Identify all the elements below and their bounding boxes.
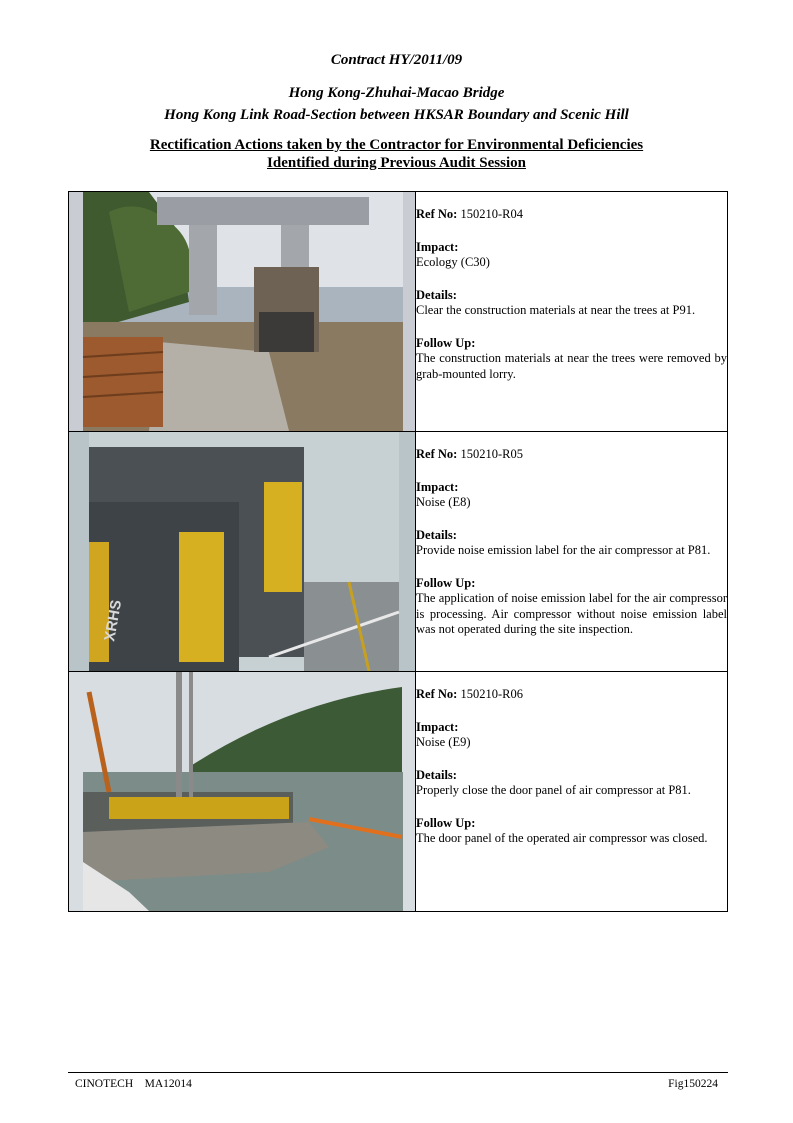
follow-up-value: The construction materials at near the trees were removed by grab-mounted lorry. [416, 351, 727, 381]
follow-up-block [416, 816, 727, 847]
impact-value: Noise (E9) [416, 735, 471, 749]
details-value: Clear the construction materials at near the trees at P91. [416, 303, 696, 317]
follow-up-value: The application of noise emission label for the air compressor is processing. Air compressor without noise emission label was not operated during the site inspection. [416, 591, 727, 636]
project-title-line1: Hong Kong-Zhuhai-Macao Bridge [288, 85, 505, 101]
ref-value: 150210-R06 [460, 687, 523, 701]
project-title-line2: Hong Kong Link Road-Section between HKSAR Boundary and Scenic Hill [164, 107, 629, 123]
table-row [69, 432, 728, 672]
table-row [69, 192, 728, 432]
site-photo-compressor [69, 432, 416, 672]
impact-block [416, 480, 727, 511]
photo-air-compressor [69, 432, 415, 671]
impact-label: Impact: [416, 479, 459, 494]
impact-block [416, 720, 727, 751]
footer-company-ref: CINOTECH MA12014 [75, 1078, 192, 1090]
site-photo-barge [69, 672, 416, 912]
page-title-line2: Identified during Previous Audit Session [267, 155, 526, 171]
record-details [416, 432, 728, 672]
ref-value: 150210-R05 [460, 447, 523, 461]
ref-block [416, 447, 727, 463]
details-value: Provide noise emission label for the air compressor at P81. [416, 543, 711, 557]
follow-up-block [416, 336, 727, 383]
impact-value: Noise (E8) [416, 495, 471, 509]
follow-up-label: Follow Up: [416, 335, 476, 350]
compressor-mark-text: XRHS [101, 598, 126, 643]
table-row [69, 672, 728, 912]
details-label: Details: [416, 527, 457, 542]
details-label: Details: [416, 287, 457, 302]
footer-divider [68, 1072, 728, 1073]
ref-label: Ref No: [416, 447, 458, 461]
impact-label: Impact: [416, 239, 459, 254]
ref-label: Ref No: [416, 687, 458, 701]
follow-up-label: Follow Up: [416, 575, 476, 590]
details-block [416, 288, 727, 319]
details-value: Properly close the door panel of air compressor at P81. [416, 783, 691, 797]
impact-block [416, 240, 727, 271]
contract-number: Contract HY/2011/09 [330, 52, 463, 68]
page-title-line1: Rectification Actions taken by the Contractor for Environmental Deficiencies [149, 137, 644, 153]
site-photo-pier [69, 192, 416, 432]
impact-value: Ecology (C30) [416, 255, 490, 269]
impact-label: Impact: [416, 719, 459, 734]
ref-block [416, 687, 727, 703]
photo-bridge-pier-lorry [69, 192, 415, 431]
rectification-table [68, 191, 728, 912]
record-details [416, 192, 728, 432]
follow-up-label: Follow Up: [416, 815, 476, 830]
ref-label: Ref No: [416, 207, 458, 221]
footer-figure-number: Fig150224 [668, 1078, 718, 1090]
photo-barge-compressors [69, 672, 415, 911]
ref-value: 150210-R04 [460, 207, 523, 221]
details-label: Details: [416, 767, 457, 782]
follow-up-block [416, 576, 727, 638]
details-block [416, 768, 727, 799]
record-details [416, 672, 728, 912]
details-block [416, 528, 727, 559]
ref-block [416, 207, 727, 223]
follow-up-value: The door panel of the operated air compressor was closed. [416, 831, 708, 845]
